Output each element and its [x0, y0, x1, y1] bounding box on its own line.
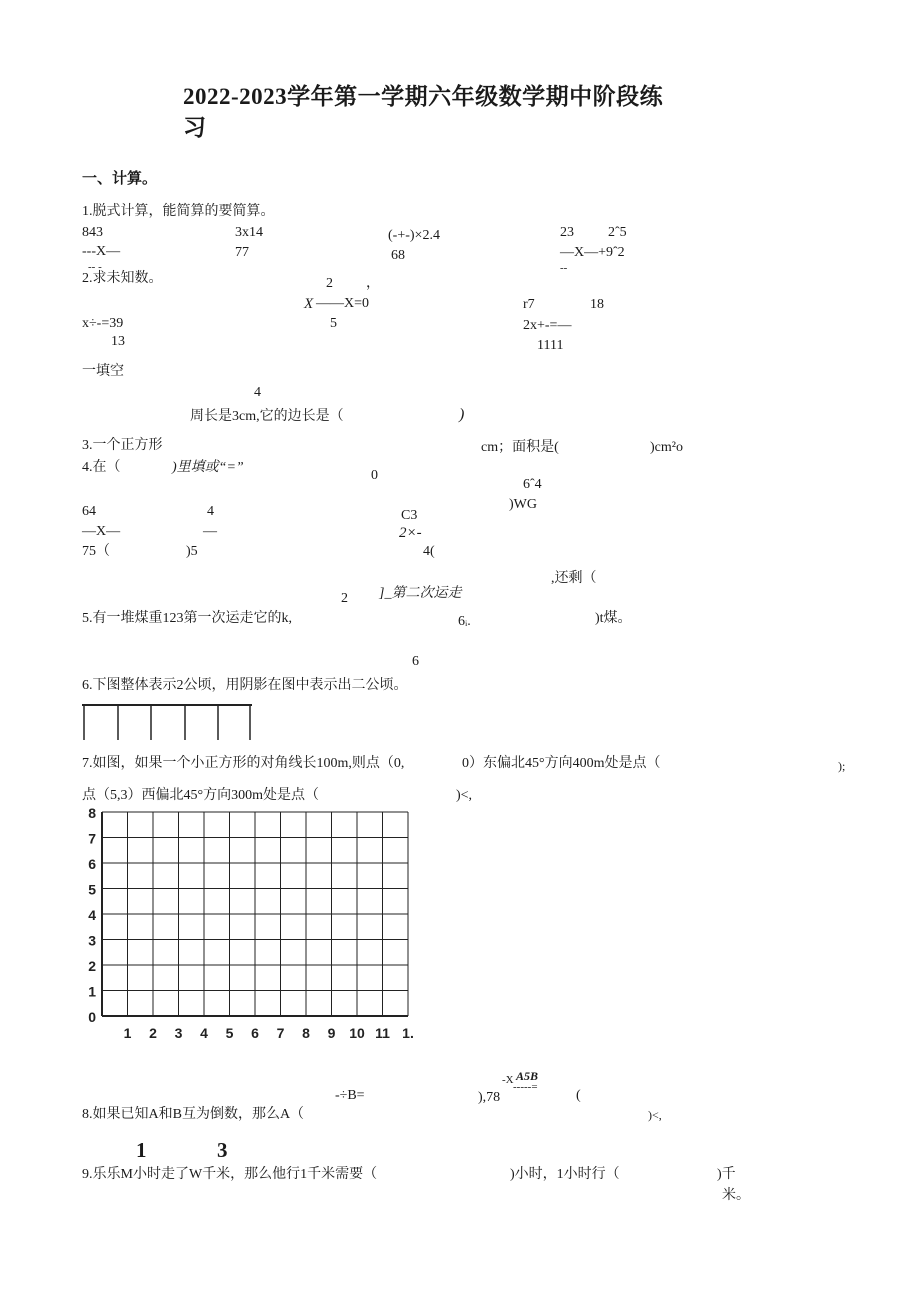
q1-expr1-mid: ---X—: [82, 244, 121, 259]
q2-eqC-den: 1111: [537, 338, 564, 353]
q9-end: )千: [717, 1167, 736, 1182]
q4-b-top: 4: [207, 504, 214, 519]
q1-expr3-bot: 68: [391, 248, 405, 263]
q8-end: )<,: [648, 1108, 662, 1122]
q5-main: 5.有一堆煤重123第一次运走它的k,: [82, 611, 292, 626]
x-tick-6: 6: [251, 1025, 259, 1041]
q7-line2-end: )<,: [456, 788, 473, 803]
page-title: 2022-2023学年第一学期六年级数学期中阶段练: [183, 84, 664, 109]
q4-label: 4.在（: [82, 460, 121, 475]
q4-frac64: 6ˆ4: [523, 477, 542, 492]
q4-a-top: 64: [82, 504, 96, 519]
x-tick-10: 10: [349, 1025, 365, 1041]
x-tick-12: 1.: [402, 1025, 414, 1041]
q7-line1-b: 0）东偏北45°方向400m处是点（: [462, 756, 661, 771]
q9-main: 9.乐乐M小时走了W千米，那么他行1千米需要（: [82, 1167, 378, 1182]
q1-expr4-a: 23: [560, 225, 574, 240]
q9-three: 3: [217, 1138, 228, 1162]
y-tick-5: 5: [88, 881, 96, 898]
q2-eqC-18: 18: [590, 297, 604, 312]
q1-expr2-bot: 77: [235, 245, 249, 260]
q8-div-b: -÷B=: [335, 1088, 365, 1103]
q4-c-bot: 4(: [423, 544, 435, 559]
q9-mid: )小时，1小时行（: [510, 1167, 620, 1182]
q3-label: 3.一个正方形: [82, 438, 163, 453]
page-title-cont: 习: [183, 115, 207, 140]
q4-zero: 0: [371, 468, 378, 483]
x-tick-8: 8: [302, 1025, 310, 1041]
q4-a-bot: 75（: [82, 544, 110, 559]
x-tick-9: 9: [327, 1025, 336, 1041]
q5-six: 6: [412, 654, 419, 669]
q6-prompt: 6.下图整体表示2公顷，用阴影在图中表示出二公顷。: [82, 678, 408, 693]
y-tick-8: 8: [88, 805, 96, 821]
y-tick-2: 2: [88, 958, 96, 974]
q1-expr4-bot: --: [560, 262, 568, 274]
q4-a-mid: —X—: [82, 524, 121, 539]
x-tick-4: 4: [200, 1025, 208, 1041]
q2-eqC: 2x+-=—: [523, 318, 572, 333]
q1-expr1-top: 843: [82, 225, 103, 240]
q1-expr4-b: 2ˆ5: [608, 225, 627, 240]
q3-line1-close: ): [459, 406, 465, 423]
y-tick-1: 1: [88, 983, 96, 1000]
q8-sup: -X: [502, 1074, 514, 1086]
q1-expr4-mid: —X—+9ˆ2: [560, 245, 625, 260]
q4-c-mid: 2×-: [399, 525, 422, 541]
q8-paren: (: [576, 1088, 581, 1103]
y-tick-3: 3: [88, 932, 96, 949]
q2-eqA-den: 13: [111, 334, 125, 349]
q5-six-i: 6ᵢ.: [458, 614, 471, 629]
x-tick-1: 1: [123, 1025, 132, 1041]
q8-sup-dash: -----=: [513, 1081, 538, 1093]
q7-line1-end: );: [838, 759, 846, 773]
q5-remain: ,还剩（: [551, 571, 597, 586]
q2-prompt: 2.求未知数。: [82, 271, 163, 286]
shading-bar: [82, 704, 252, 740]
q2-eqB-rest: ——X=0: [316, 296, 370, 311]
q8-main: 8.如果已知A和B互为倒数，那么A（: [82, 1107, 305, 1122]
x-tick-5: 5: [225, 1025, 234, 1041]
q4-c-top: C3: [401, 508, 418, 523]
q1-expr3-top: (-+-)×2.4: [388, 228, 440, 243]
q4-b-bot: )5: [186, 544, 198, 559]
x-tick-7: 7: [276, 1025, 285, 1041]
q2-eqB-den: 5: [330, 316, 337, 331]
q2-eqB-comma: ，: [366, 276, 380, 291]
y-tick-7: 7: [88, 830, 96, 847]
y-tick-6: 6: [88, 856, 96, 872]
q2-eqB-x: X: [304, 296, 314, 312]
q5-end: )t煤。: [595, 611, 632, 626]
q4-wg: )WG: [509, 497, 537, 512]
q8-sup-ab: A5B: [516, 1069, 539, 1083]
q5-second: ]_第二次运走: [379, 586, 462, 601]
q2-eqA: x÷-=39: [82, 316, 124, 331]
x-tick-11: 11: [375, 1025, 390, 1041]
q2-eqB-num: 2: [326, 276, 333, 291]
x-tick-2: 2: [149, 1025, 157, 1041]
q4-label-cont: )里填或“=”: [172, 460, 244, 475]
q9-one: 1: [136, 1138, 147, 1162]
q3-tail: cm；面积是(: [481, 440, 559, 455]
section-heading-calc: 一、计算。: [82, 169, 158, 187]
q1-expr2-top: 3x14: [235, 225, 263, 240]
q7-line2: 点（5,3）西偏北45°方向300m处是点（: [82, 788, 319, 803]
q7-line1: 7.如图，如果一个小正方形的对角线长100m,则点（0,: [82, 756, 405, 771]
section-heading-fill: 一填空: [82, 364, 124, 379]
q3-tail-close: )cm²o: [650, 440, 683, 455]
q8-frac-label: ),78: [478, 1090, 501, 1105]
y-tick-4: 4: [88, 907, 96, 923]
q4-b-mid: —: [203, 524, 217, 539]
q2-eqC-r7: r7: [523, 297, 535, 312]
q9-end2: 米。: [722, 1188, 750, 1203]
q3-line1: 周长是3cm,它的边长是（: [190, 409, 344, 424]
x-tick-3: 3: [174, 1025, 183, 1041]
q5-two: 2: [341, 591, 348, 606]
coordinate-grid: [80, 805, 420, 1060]
q3-num4: 4: [254, 385, 261, 400]
q1-prompt: 1.脱式计算，能简算的要简算。: [82, 204, 275, 219]
y-tick-0: 0: [88, 1009, 96, 1025]
q1-expr1-bot: -- -: [88, 261, 102, 273]
